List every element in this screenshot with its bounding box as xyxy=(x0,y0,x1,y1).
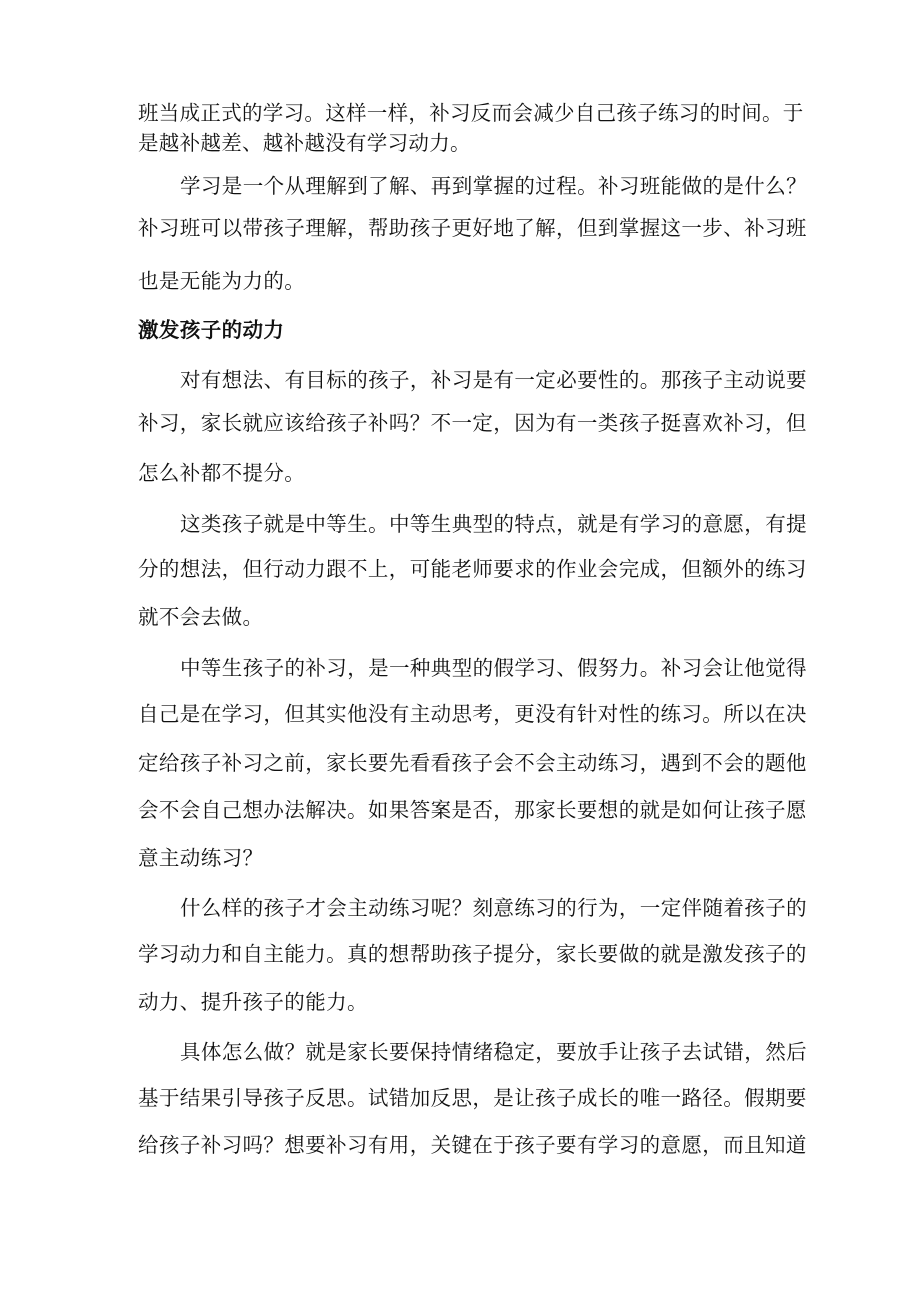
paragraph-line: 学习动力和自主能力。真的想帮助孩子提分，家长要做的就是激发孩子的 xyxy=(138,942,807,966)
paragraph-line: 动力、提升孩子的能力。 xyxy=(138,990,368,1014)
section-heading: 激发孩子的动力 xyxy=(138,318,285,342)
paragraph-line: 也是无能为力的。 xyxy=(138,269,306,293)
paragraph-line: 具体怎么做？就是家长要保持情绪稳定，要放手让孩子去试错，然后 xyxy=(180,1040,807,1064)
paragraph-line: 对有想法、有目标的孩子，补习是有一定必要性的。那孩子主动说要 xyxy=(180,368,807,392)
paragraph-line: 这类孩子就是中等生。中等生典型的特点，就是有学习的意愿，有提 xyxy=(180,512,807,536)
paragraph-line: 班当成正式的学习。这样一样，补习反而会减少自己孩子练习的时间。于 xyxy=(138,101,804,125)
paragraph-line: 给孩子补习吗？想要补习有用，关键在于孩子要有学习的意愿，而且知道 xyxy=(138,1133,807,1157)
paragraph-line: 是越补越差、越补越没有学习动力。 xyxy=(138,131,471,155)
paragraph-line: 分的想法，但行动力跟不上，可能老师要求的作业会完成，但额外的练习 xyxy=(138,557,807,581)
paragraph-line: 什么样的孩子才会主动练习呢？刻意练习的行为，一定伴随着孩子的 xyxy=(180,896,807,920)
paragraph-line: 意主动练习？ xyxy=(138,846,264,870)
paragraph-line: 会不会自己想办法解决。如果答案是否，那家长要想的就是如何让孩子愿 xyxy=(138,798,807,822)
paragraph-line: 中等生孩子的补习，是一种典型的假学习、假努力。补习会让他觉得 xyxy=(180,656,807,680)
paragraph-line: 自己是在学习，但其实他没有主动思考，更没有针对性的练习。所以在决 xyxy=(138,702,807,726)
paragraph-line: 补习班可以带孩子理解，帮助孩子更好地了解，但到掌握这一步、补习班 xyxy=(138,216,807,240)
paragraph-line: 怎么补都不提分。 xyxy=(138,461,306,485)
paragraph-line: 基于结果引导孩子反思。试错加反思，是让孩子成长的唯一路径。假期要 xyxy=(138,1086,807,1110)
paragraph-line: 补习，家长就应该给孩子补吗？不一定，因为有一类孩子挺喜欢补习，但 xyxy=(138,411,807,435)
paragraph-line: 定给孩子补习之前，家长要先看看孩子会不会主动练习，遇到不会的题他 xyxy=(138,751,807,775)
paragraph-line: 就不会去做。 xyxy=(138,605,264,629)
paragraph-line: 学习是一个从理解到了解、再到掌握的过程。补习班能做的是什么？ xyxy=(180,174,807,198)
